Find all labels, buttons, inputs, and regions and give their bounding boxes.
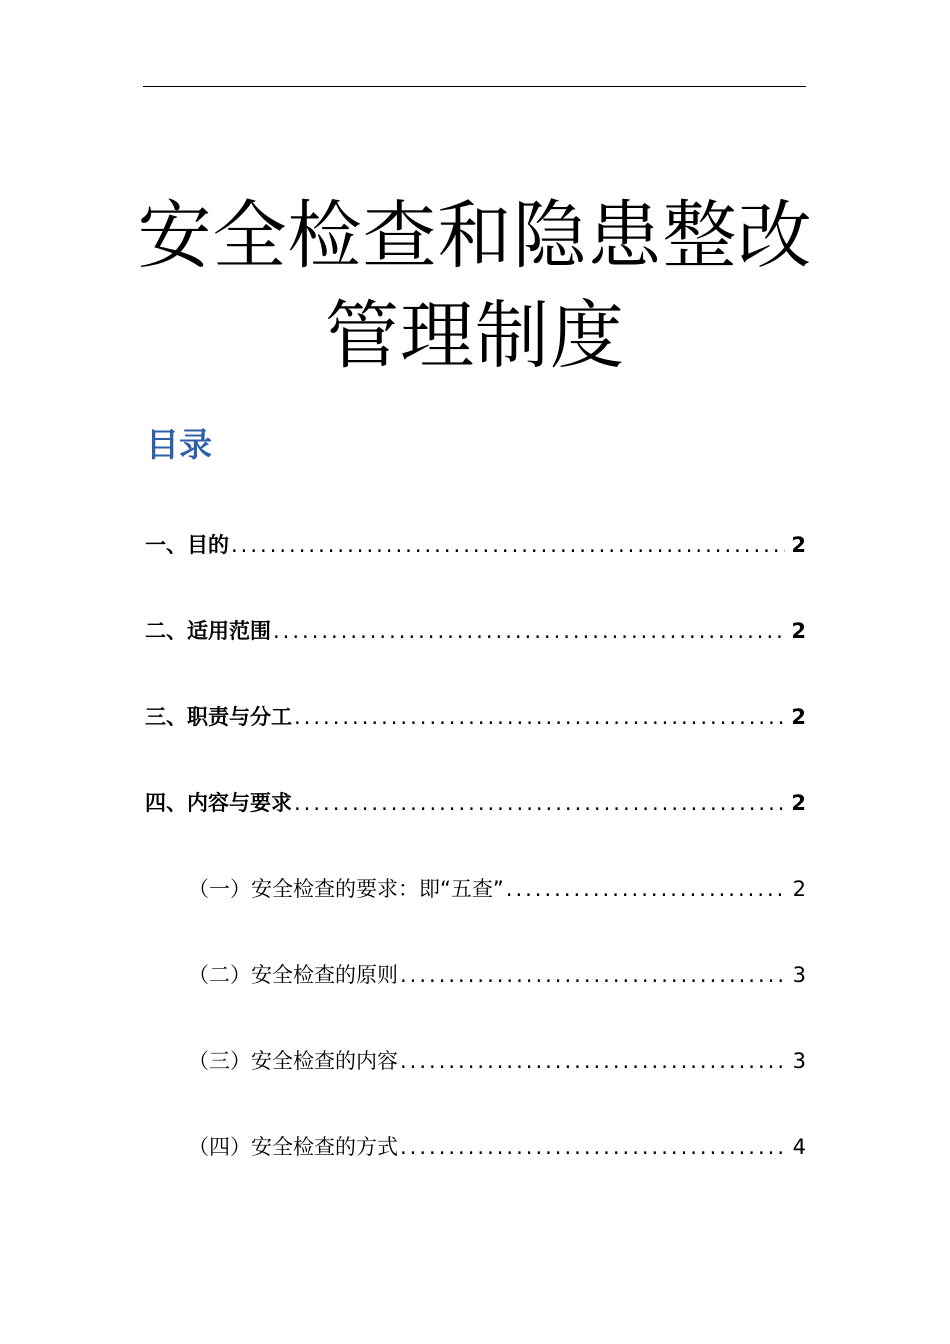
document-title-line-1: 安全检查和隐患整改 [137,193,813,279]
toc-entry-label: 一、目的 [145,533,229,557]
toc-dot-leader [400,949,787,1001]
toc-subentry-inspection-content[interactable] [145,1035,806,1121]
toc-page-number: 4 [792,1135,806,1159]
header-rule [143,86,806,87]
toc-page-number: 2 [792,877,806,901]
toc-entry-label: （三）安全检查的内容 [188,1049,398,1073]
toc-page-number: 2 [791,791,806,815]
document-title-line-2: 管理制度 [325,293,625,379]
table-of-contents [145,519,806,1207]
toc-entry-content-requirements[interactable] [145,777,806,863]
toc-entry-label: 四、内容与要求 [145,791,292,815]
toc-entry-label: 二、适用范围 [145,619,271,643]
toc-subentry-inspection-principles[interactable] [145,949,806,1035]
toc-entry-label: 三、职责与分工 [145,705,292,729]
toc-entry-label: （一）安全检查的要求：即“五查” [188,877,504,901]
toc-dot-leader [294,691,785,743]
toc-entry-label: （二）安全检查的原则 [188,963,398,987]
toc-entry-label: （四）安全检查的方式 [188,1135,398,1159]
toc-dot-leader [400,1035,787,1087]
toc-page-number: 2 [791,705,806,729]
toc-page-number: 3 [792,963,806,987]
toc-page-number: 2 [791,533,806,557]
toc-dot-leader [400,1121,787,1173]
toc-entry-responsibilities[interactable] [145,691,806,777]
toc-dot-leader [231,519,785,571]
document-title [100,186,850,386]
toc-subentry-inspection-requirements[interactable] [145,863,806,949]
toc-entry-purpose[interactable] [145,519,806,605]
toc-page-number: 2 [791,619,806,643]
toc-subentry-inspection-methods[interactable] [145,1121,806,1207]
toc-dot-leader [294,777,785,829]
toc-dot-leader [506,863,787,915]
toc-page-number: 3 [792,1049,806,1073]
toc-entry-scope[interactable] [145,605,806,691]
toc-heading: 目录 [146,425,212,464]
toc-dot-leader [273,605,785,657]
